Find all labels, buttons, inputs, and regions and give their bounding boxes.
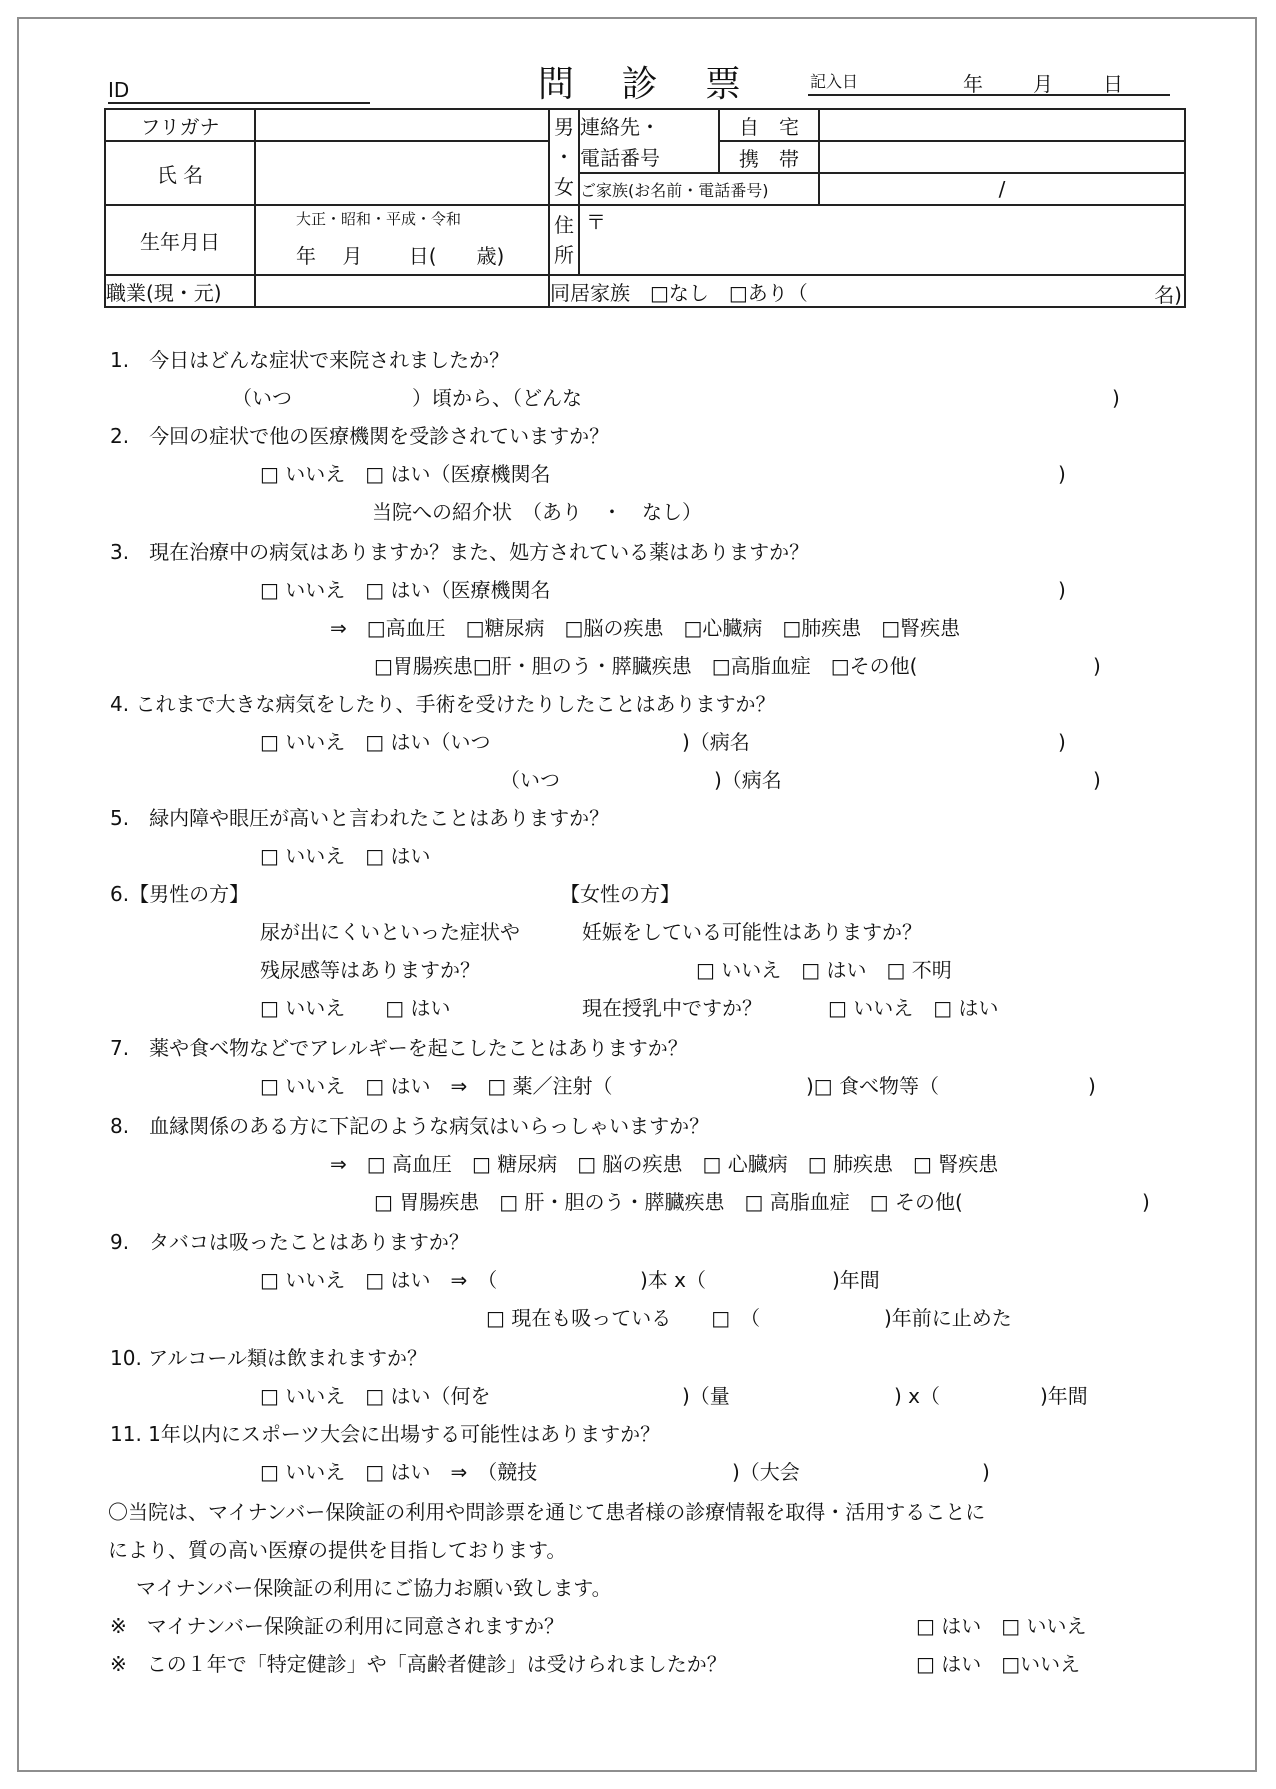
era-options[interactable]: 大正・昭和・平成・令和 <box>296 210 462 228</box>
notice-line-2: により、質の高い医療の提供を目指しております。 <box>108 1538 567 1562</box>
address-label-2: 所 <box>554 243 574 267</box>
q4-disease-label: )（病名 <box>682 730 750 754</box>
q2-text: 2. 今回の症状で他の医療機関を受診されていますか？ <box>110 424 610 448</box>
q2-referral[interactable]: 当院への紹介状 （あり ・ なし） <box>372 500 702 524</box>
q7-food[interactable]: )□ 食べ物等（ <box>806 1074 940 1098</box>
date-day: 日 <box>1103 72 1123 96</box>
furigana-label: フリガナ <box>105 109 255 141</box>
q4-when-2[interactable]: （いつ <box>500 768 560 792</box>
q2-close: ) <box>1058 462 1066 486</box>
q7-close: ) <box>1088 1074 1096 1098</box>
address-label <box>549 205 579 275</box>
q3-diseases-2[interactable]: □胃腸疾患□肝・胆のう・膵臓疾患 □高脂血症 □その他( <box>374 654 918 678</box>
q1-close: ) <box>1112 386 1120 410</box>
household-end: 名) <box>1154 283 1182 307</box>
q6-female-heading: 【女性の方】 <box>560 882 680 906</box>
q8-close: ) <box>1142 1190 1150 1214</box>
page-title: 問 診 票 <box>538 64 759 105</box>
date-label: 記入日 <box>810 72 859 91</box>
q7-text: 7. 薬や食べ物などでアレルギーを起こしたことはありますか？ <box>110 1036 688 1060</box>
name-label: 氏 名 <box>105 141 255 205</box>
q6-male-q2: 残尿感等はありますか？ <box>260 958 480 982</box>
sex-dot: ・ <box>554 145 574 169</box>
q6-female-q1: 妊娠をしている可能性はありますか？ <box>582 920 922 944</box>
home-phone-field[interactable] <box>819 109 1185 141</box>
date-month: 月 <box>1033 72 1053 96</box>
q6-female-options-1[interactable]: □ いいえ □ はい □ 不明 <box>696 958 952 982</box>
consent-options[interactable]: □ はい □ いいえ <box>916 1614 1087 1638</box>
date-underline <box>808 94 1170 96</box>
q10-times: ) x（ <box>894 1384 940 1408</box>
date-year: 年 <box>963 72 983 96</box>
consent-question: ※ マイナンバー保険証の利用に同意されますか？ <box>110 1614 564 1638</box>
q6-female-q2: 現在授乳中ですか？ <box>582 996 762 1020</box>
q7-options[interactable]: □ いいえ □ はい ⇒ □ 薬／注射（ <box>260 1074 613 1098</box>
q6-female-options-2[interactable]: □ いいえ □ はい <box>828 996 999 1020</box>
id-label: ID <box>108 78 130 102</box>
q5-options[interactable]: □ いいえ □ はい <box>260 844 431 868</box>
home-label: 自 宅 <box>719 109 819 141</box>
household-label[interactable]: 同居家族 □なし □あり（ <box>550 280 808 305</box>
occupation-field[interactable] <box>255 275 549 307</box>
q9-years: )年間 <box>832 1268 880 1292</box>
birth-label: 生年月日 <box>105 205 255 275</box>
q4-close-2: ) <box>1093 768 1101 792</box>
sex-male[interactable]: 男 <box>554 115 574 139</box>
q9-options[interactable]: □ いいえ □ はい ⇒ （ <box>260 1268 498 1292</box>
q9-current[interactable]: □ 現在も吸っている □ （ <box>486 1306 761 1330</box>
q6-male-heading: 6.【男性の方】 <box>110 882 250 906</box>
birth-date-fields: 年 月 日( 歳) <box>296 244 505 268</box>
household-row[interactable] <box>549 275 1185 307</box>
contact-label-2: 電話番号 <box>579 141 719 173</box>
notice-line-3: マイナンバー保険証の利用にご協力お願い致します。 <box>136 1576 612 1600</box>
q8-diseases-2[interactable]: □ 胃腸疾患 □ 肝・胆のう・膵臓疾患 □ 高脂血症 □ その他( <box>374 1190 963 1214</box>
q6-male-q1: 尿が出にくいといった症状や <box>260 920 520 944</box>
q3-diseases-1[interactable]: ⇒ □高血圧 □糖尿病 □脳の疾患 □心臓病 □肺疾患 □腎疾患 <box>330 616 961 640</box>
q3-text: 3. 現在治療中の病気はありますか？また、処方されている薬はありますか？ <box>110 540 810 564</box>
patient-info-table <box>104 108 1186 308</box>
slash: / <box>998 177 1006 201</box>
checkup-options[interactable]: □ はい □いいえ <box>916 1652 1081 1676</box>
q8-text: 8. 血縁関係のある方に下記のような病気はいらっしゃいますか？ <box>110 1114 710 1138</box>
occupation-label: 職業(現・元) <box>105 275 255 307</box>
q1-text: 1. 今日はどんな症状で来院されましたか？ <box>110 348 510 372</box>
postal-mark: 〒 <box>586 210 606 234</box>
name-field[interactable] <box>255 141 549 205</box>
q11-close: ) <box>982 1460 990 1484</box>
q4-close: ) <box>1058 730 1066 754</box>
q3-diseases-close: ) <box>1093 654 1101 678</box>
q1-answer[interactable]: （いつ ）頃から、（どんな <box>232 386 582 410</box>
q4-disease-label-2: )（病名 <box>714 768 782 792</box>
q5-text: 5. 緑内障や眼圧が高いと言われたことはありますか？ <box>110 806 610 830</box>
q4-text: 4. これまで大きな病気をしたり、手術を受けたりしたことはありますか？ <box>110 692 776 716</box>
notice-line-1: 〇当院は、マイナンバー保険証の利用や問診票を通じて患者様の診療情報を取得・活用することに <box>108 1500 986 1524</box>
mobile-label: 携 帯 <box>719 141 819 173</box>
q9-text: 9. タバコは吸ったことはありますか？ <box>110 1230 469 1254</box>
sex-female[interactable]: 女 <box>554 175 574 199</box>
q11-event: )（大会 <box>732 1460 800 1484</box>
q3-options[interactable]: □ いいえ □ はい（医療機関名 <box>260 578 551 602</box>
q9-per-day: )本 x（ <box>640 1268 706 1292</box>
address-label-1: 住 <box>554 213 574 237</box>
q10-text: 10. アルコール類は飲まれますか？ <box>110 1346 427 1370</box>
contact-label-1: 連絡先・ <box>579 109 719 141</box>
family-contact-label: ご家族(お名前・電話番号) <box>579 173 819 205</box>
id-underline <box>108 102 370 104</box>
q4-options[interactable]: □ いいえ □ はい（いつ <box>260 730 491 754</box>
q11-text: 11. 1年以内にスポーツ大会に出場する可能性はありますか？ <box>110 1422 661 1446</box>
family-contact-field[interactable] <box>819 173 1185 205</box>
q10-options[interactable]: □ いいえ □ はい（何を <box>260 1384 491 1408</box>
q10-amount: )（量 <box>682 1384 730 1408</box>
q9-quit: )年前に止めた <box>884 1306 1012 1330</box>
q8-diseases-1[interactable]: ⇒ □ 高血圧 □ 糖尿病 □ 脳の疾患 □ 心臓病 □ 肺疾患 □ 腎疾患 <box>330 1152 999 1176</box>
q10-years: )年間 <box>1040 1384 1088 1408</box>
mobile-phone-field[interactable] <box>819 141 1185 173</box>
address-field[interactable] <box>579 205 1185 275</box>
q3-close: ) <box>1058 578 1066 602</box>
q6-male-options[interactable]: □ いいえ □ はい <box>260 996 451 1020</box>
checkup-question: ※ この１年で「特定健診」や「高齢者健診」は受けられましたか？ <box>110 1652 727 1676</box>
birth-field[interactable] <box>255 205 549 275</box>
q11-options[interactable]: □ いいえ □ はい ⇒ （競技 <box>260 1460 538 1484</box>
furigana-field[interactable] <box>255 109 549 141</box>
sex-cell[interactable] <box>549 109 579 205</box>
q2-options[interactable]: □ いいえ □ はい（医療機関名 <box>260 462 551 486</box>
